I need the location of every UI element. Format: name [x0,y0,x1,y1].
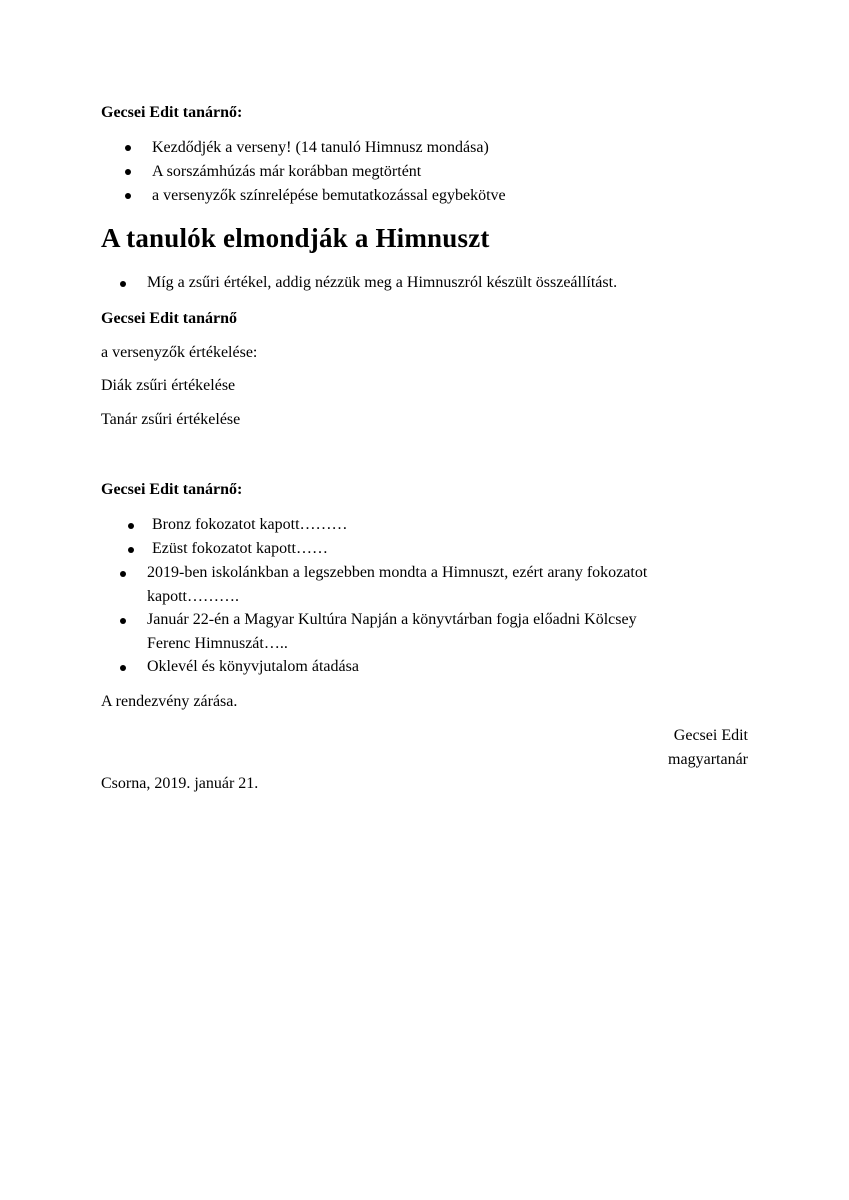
list-item: Bronz fokozatot kapott……… [152,516,348,533]
bullet-icon [125,145,131,151]
text-line: Diák zsűri értékelése [101,377,236,394]
signature-title: magyartanár [668,751,748,768]
closing-text: A rendezvény zárása. [101,693,238,710]
bullet-icon [120,571,126,577]
bullet-icon [125,193,131,199]
list-item-continuation: kapott………. [147,588,239,605]
speaker-label: Gecsei Edit tanárnő [101,310,237,327]
place-date: Csorna, 2019. január 21. [101,775,259,792]
list-item: Oklevél és könyvjutalom átadása [147,658,359,675]
bullet-icon [128,547,134,553]
bullet-icon [128,523,134,529]
speaker-label: Gecsei Edit tanárnő: [101,104,243,121]
list-item: 2019-ben iskolánkban a legszebben mondta a Himnuszt, ezért arany fokozatot [147,564,648,581]
list-item: a versenyzők színrelépése bemutatkozással egybekötve [152,187,506,204]
page-heading: A tanulók elmondják a Himnuszt [101,223,490,253]
list-item: Január 22-én a Magyar Kultúra Napján a könyvtárban fogja előadni Kölcsey [147,611,637,628]
list-item: Ezüst fokozatot kapott…… [152,540,328,557]
list-item: A sorszámhúzás már korábban megtörtént [152,163,422,180]
bullet-icon [125,169,131,175]
signature-name: Gecsei Edit [673,727,748,744]
list-item-continuation: Ferenc Himnuszát….. [147,635,288,652]
speaker-label: Gecsei Edit tanárnő: [101,481,243,498]
text-line: a versenyzők értékelése: [101,344,258,361]
bullet-icon [120,618,126,624]
text-line: Tanár zsűri értékelése [101,411,241,428]
bullet-icon [120,281,126,287]
list-item: Kezdődjék a verseny! (14 tanuló Himnusz mondása) [152,139,489,156]
bullet-icon [120,665,126,671]
list-item: Míg a zsűri értékel, addig nézzük meg a Himnuszról készült összeállítást. [147,274,618,291]
